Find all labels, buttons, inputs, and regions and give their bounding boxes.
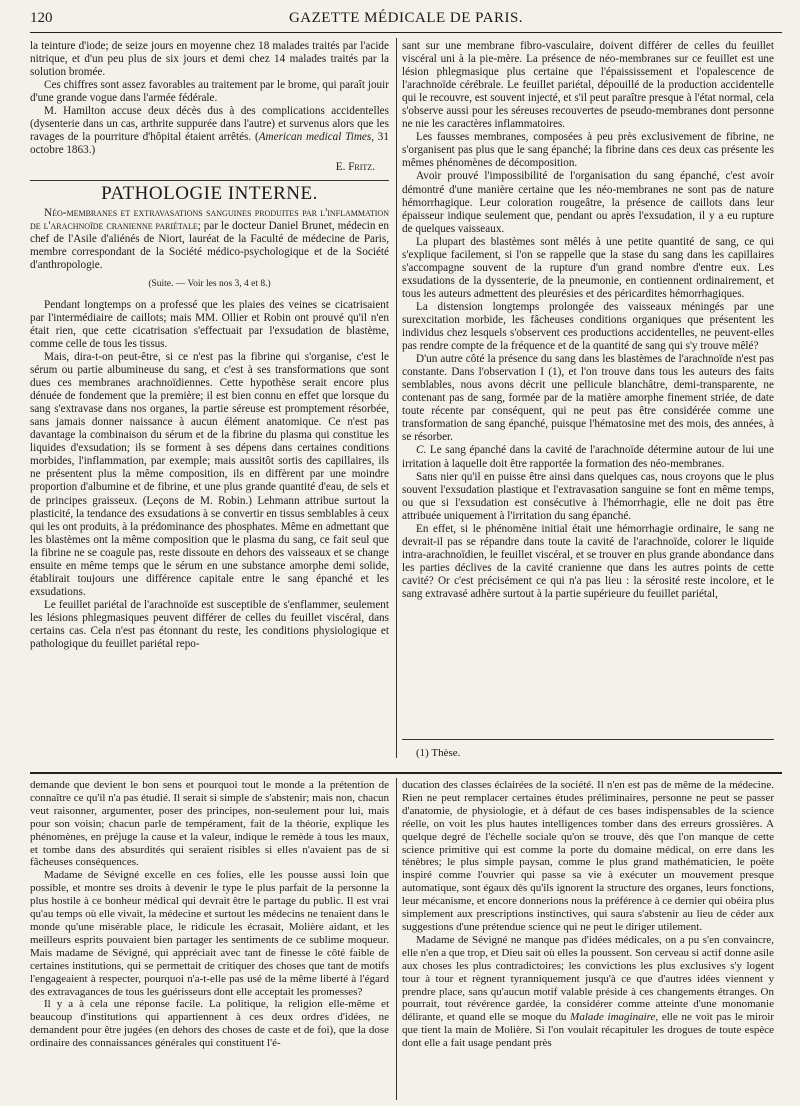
running-header xyxy=(30,6,782,33)
bottom-left-column xyxy=(30,779,389,1101)
article-title: Néo-membranes et extravasations sanguines produites par l'inflammation de l'arachnoïde cranienne pariétale xyxy=(30,206,389,232)
play-title: Malade imaginaire xyxy=(570,1011,656,1024)
paragraph: Les fausses membranes, composées à peu près exclusivement de fibrine, ne s'organisent pas plus que le sang épanché; la fibrine dans ces deux cas présente les mêmes phénomènes de décomposition. xyxy=(402,131,774,170)
article-byline: ; par le docteur Daniel Brunet, médecin en chef de l'Asile d'aliénés de Niort, lauréat de la Faculté de médecine de Paris, membre correspondant de la Société médico-psychologique et de la Société d'anthropologie. xyxy=(30,219,389,271)
paragraph: M. Hamilton accuse deux décès dus à des complications accidentelles (dysenterie dans un cas, arthrite suppurée dans l'autre) et survenus alors que les ravages de la pourriture d'hôpital étaient arrêtés. (American medical Times, 31 octobre 1863.) xyxy=(30,105,389,157)
paragraph: Sans nier qu'il en puisse être ainsi dans quelques cas, nous croyons que le plus souvent l'exsudation plastique et l'extravasation sanguine se font en même temps, ou que si l'exsudation est consécutive à l'hémorrhagie, elle ne doit pas être attribuée uniquement à l'irritation du sang épanché. xyxy=(402,470,774,522)
paragraph: demande que devient le bon sens et pourquoi tout le monde a la prétention de connaître ce qu'il n'a pas étudié. Il serait si simple de s'abstenir; mais non, chacun veut raisonner, argumenter, poser des principes, non-seulement pour lui, mais pour son voisin; chacun parle de tempérament, fait de la théorie, explique les phénomènes, en préjuge la cause et la valeur, indique le remède à tous les maux, et tombe dans des absurdités qui seraient risibles si elles n'avaient pas de si fâcheuses conséquences. xyxy=(30,779,389,869)
feuilleton-rule xyxy=(30,772,782,774)
paragraph: Le feuillet pariétal de l'arachnoïde est susceptible de s'enflammer, seulement les lésions phlegmasiques peuvent différer de celles du feuillet viscéral, dans certains cas. Cela n'est pas étonnant du reste, les conditions physiologique et pathologique du feuillet pariétal repo- xyxy=(30,598,389,651)
paragraph: Ces chiffres sont assez favorables au traitement par le brome, qui paraît jouir d'une grande vogue dans l'armée fédérale. xyxy=(30,79,389,105)
paragraph: D'un autre côté la présence du sang dans les blastèmes de l'arachnoïde n'est pas constante. Dans l'observation I (1), et l'on trouve dans tous les auteurs des faits semblables, nous avons décrit une pellicule blanchâtre, demi-transparente, ne contenant pas de sang, formée par de la matière amorphe finement striée, de date toute récente par conséquent, qui ne peut pas être considérée comme une transformation de sang épanché, puisque l'hématosine met des mois, des années, à se résorber. xyxy=(402,353,774,444)
journal-title: GAZETTE MÉDICALE DE PARIS. xyxy=(288,10,524,26)
continuation-note: (Suite. — Voir les nos 3, 4 et 8.) xyxy=(148,278,271,289)
footnote-rule xyxy=(402,739,774,740)
paragraph: Avoir prouvé l'impossibilité de l'organisation du sang épanché, c'est avoir démontré d'une manière certaine que les néo-membranes ne sont pas de nature hémorrhagique. Leur coloration rougeâtre, la présence de caillots dans leur épaisseur indique seulement que, pendant ou après l'exsudation, il y a eu rupture de quelques vaisseaux. xyxy=(402,170,774,235)
article-heading xyxy=(30,207,389,272)
separator-rule xyxy=(30,180,389,181)
paragraph: Madame de Sévigné ne manque pas d'idées médicales, on a pu s'en convaincre, elle n'en a que trop, et Dieu sait où elles la poussent. Son cerveau si actif donne asile aux choses les plus contradictoires; les convictions les plus exclusives s'y logent tour à tour et règnent tyranniquement jusqu'à ce que d'autres idées viennent y prendre place, sans qu'aucun motif valable préside à ces changements étranges. On pourrait, tout révérence gardée, la considérer comme atteinte d'une monomanie délirante, et quand elle se moque du Malade imaginaire, elle ne voit pas le miroir que tient la main de Molière. Si l'on voulait récapituler les drogues de toute espèce dont elle a fait usage pendant près xyxy=(402,933,774,1050)
source-citation: American medical Times, xyxy=(258,131,375,144)
section-letter: C. xyxy=(416,444,427,457)
paragraph: ducation des classes éclairées de la société. Il n'en est pas de même de la médecine. Rien ne peut remplacer certaines études préliminaires, personne ne peut se passer d'anatomie, de physiologie, et à défaut de ces bases indispensables de la science réelle, on voit les plus hautes intelligences tomber dans des erreurs grossières. A quelque degré de l'échelle sociale qu'on se trouve, dès que l'on manque de cette science primitive qui est comme la porte du domaine médical, on erre dans les ténèbres; le plus simple paysan, comme le plus grand mathématicien, le poëte inspiré comme l'ouvrier qui passe sa vie à exécuter un mouvement presque automatique, sont égaux dès qu'ils ignorent la structure des organes, leurs fonctions, leur mécanisme, et encore donnerions nous la préférence à ce dernier qui obéira plus simplement aux prescriptions instinctives, qui saura s'abstenir au lieu de céder aux suggestions d'une prétendue science qui ne peut le diriger utilement. xyxy=(402,779,774,933)
paragraph: C. Le sang épanché dans la cavité de l'arachnoïde détermine autour de lui une irritation à laquelle doit être rapportée la formation des néo-membranes. xyxy=(402,444,774,470)
bottom-right-column xyxy=(402,779,774,1101)
page-number: 120 xyxy=(30,10,53,26)
paragraph: la teinture d'iode; de seize jours en moyenne chez 18 malades traités par l'acide nitrique, et d'un peu plus de six jours et demi chez 14 malades traités par la solution bromée. xyxy=(30,40,389,79)
paragraph: sant sur une membrane fibro-vasculaire, doivent différer de celles du feuillet viscéral uni à la pie-mère. La présence de néo-membranes sur ce feuillet est une lésion phlegmasique plus certaine que l'épaississement et l'opalescence de l'arachnoïde cérébrale. Le feuillet pariétal, dépouillé de la production accidentelle qui le recouvre, est souvent injecté, et s'il peut paraître presque à l'état normal, cela s'observe aussi pour les séreuses recouvertes de pseudo-membranes dont personne ne nie les caractères inflammatoires. xyxy=(402,40,774,131)
paragraph: Mais, dira-t-on peut-être, si ce n'est pas la fibrine qui s'organise, c'est le sérum ou partie albumineuse du sang, et c'est à ses transformations que sont dues ces membranes arachnoïdiennes. Cette hypothèse serait encore plus dénuée de fondement que la première; il est bien connu en effet que lorsque du sang s'extravase dans nos organes, la partie séreuse est promptement résorbée, sans jamais donner naissance à aucun élément anatomique. Ce n'est pas davantage la combinaison du sérum et de la fibrine du plasma qui constitue les liquides d'exsudation; ils se forment à ses dépens dans certaines conditions morbides, l'inflammation, par exemple; mais aussitôt sortis des capillaires, ils ne présentent plus la même composition, ils en diffèrent par une moindre proportion d'albumine et de fibrine, et une plus grande quantité d'eau, de sels et de principes graisseux. (Leçons de M. Robin.) Lehmann attribue surtout la plasticité, la tendance des exsudations à se convertir en tissus semblables à ceux qui les ont produits, à la prédominance des phosphates. Même en admettant que les blastèmes ont la même composition que le plasma du sang, ce fait seul que la fibrine ne se coagule pas, reste dissoute en dehors des vaisseaux et se change ensuite en même temps que le sérum en une substance amorphe demi solide, établirait toujours une différence capitale entre le sang épanché et les exsudations. xyxy=(30,350,389,598)
paragraph: En effet, si le phénomène initial était une hémorrhagie ordinaire, le sang ne devrait-il pas se répandre dans toute la cavité de l'arachnoïde, colorer le liquide intra-arachnoïdien, le feuillet viscéral, et se trouver en plus grande abondance dans les parties déclives de la cavité cranienne que dans les autres points de cette cavité? Or c'est précisément ce qui n'a pas lieu : la sérosité reste incolore, et le sang extravasé adhère surtout à la partie supérieure du feuillet pariétal, xyxy=(402,522,774,600)
top-right-column xyxy=(402,40,774,730)
section-title: PATHOLOGIE INTERNE. xyxy=(101,183,318,205)
signature: E. Fritz. xyxy=(335,161,375,174)
paragraph: Il y a à cela une réponse facile. La politique, la religion elle-même et beaucoup d'institutions qui appartiennent à ces deux ordres d'idées, ne demandent pour être jugées (en dehors des choses de caste et de foi), que la dose ordinaire des connaissances générales qui constituent l'é- xyxy=(30,998,389,1050)
paragraph: La distension longtemps prolongée des vaisseaux méningés par une surexcitation morbide, les fâcheuses conditions organiques que présentent les individus chez lesquels s'observent ces productions accidentelles, ne peuvent-elles pas rendre compte de la fréquence et de la quantité de sang qui s'y trouve mêlé? xyxy=(402,300,774,353)
footnote: (1) Thèse. xyxy=(416,747,461,759)
column-divider xyxy=(396,778,397,1100)
top-left-column xyxy=(30,40,389,756)
paragraph: Pendant longtemps on a professé que les plaies des veines se cicatrisaient par l'intermédiaire de caillots; mais MM. Ollier et Robin ont prouvé qu'il n'en était rien, que cette cicatrisation s'effectuait par l'exsudation de blastème, comme celle de tous les tissus. xyxy=(30,298,389,350)
paragraph: La plupart des blastèmes sont mêlés à une petite quantité de sang, ce qui s'explique facilement, si l'on se rappelle que la stase du sang dans les capillaires s'accompagne souvent de la rupture d'un grand nombre d'entre eux. Les exsudations de la dyssenterie, de la pneumonie, en contiennent ordinairement, et tous les auteurs admettent des pleurésies et des péricardites hémorrhagiques. xyxy=(402,235,774,300)
paragraph: Madame de Sévigné excelle en ces folies, elle les pousse aussi loin que possible, et montre ses droits à devenir le type le plus parfait de la personne la plus hostile à ce bonheur médical qui devrait être le partage du public. Il est vrai qu'au temps où elle vivait, la médecine et surtout les médecins ne tenaient dans le monde qu'une misérable place, le ridicule les écrasait, Molière aidant, et les meilleurs esprits pouvaient bien partager les sentiments de ce sublime moqueur. Mais madame de Sévigné, qui appréciait avec tant de finesse le côté faible de certaines institutions, qui se permettait de critiquer des choses que tant de motifs l'engageaient à respecter, pourquoi n'a-t-elle pas usé de la même liberté à l'égard des extravagances de tous les guérisseurs dont elle acceptait les promesses? xyxy=(30,869,389,998)
column-divider xyxy=(396,38,397,758)
